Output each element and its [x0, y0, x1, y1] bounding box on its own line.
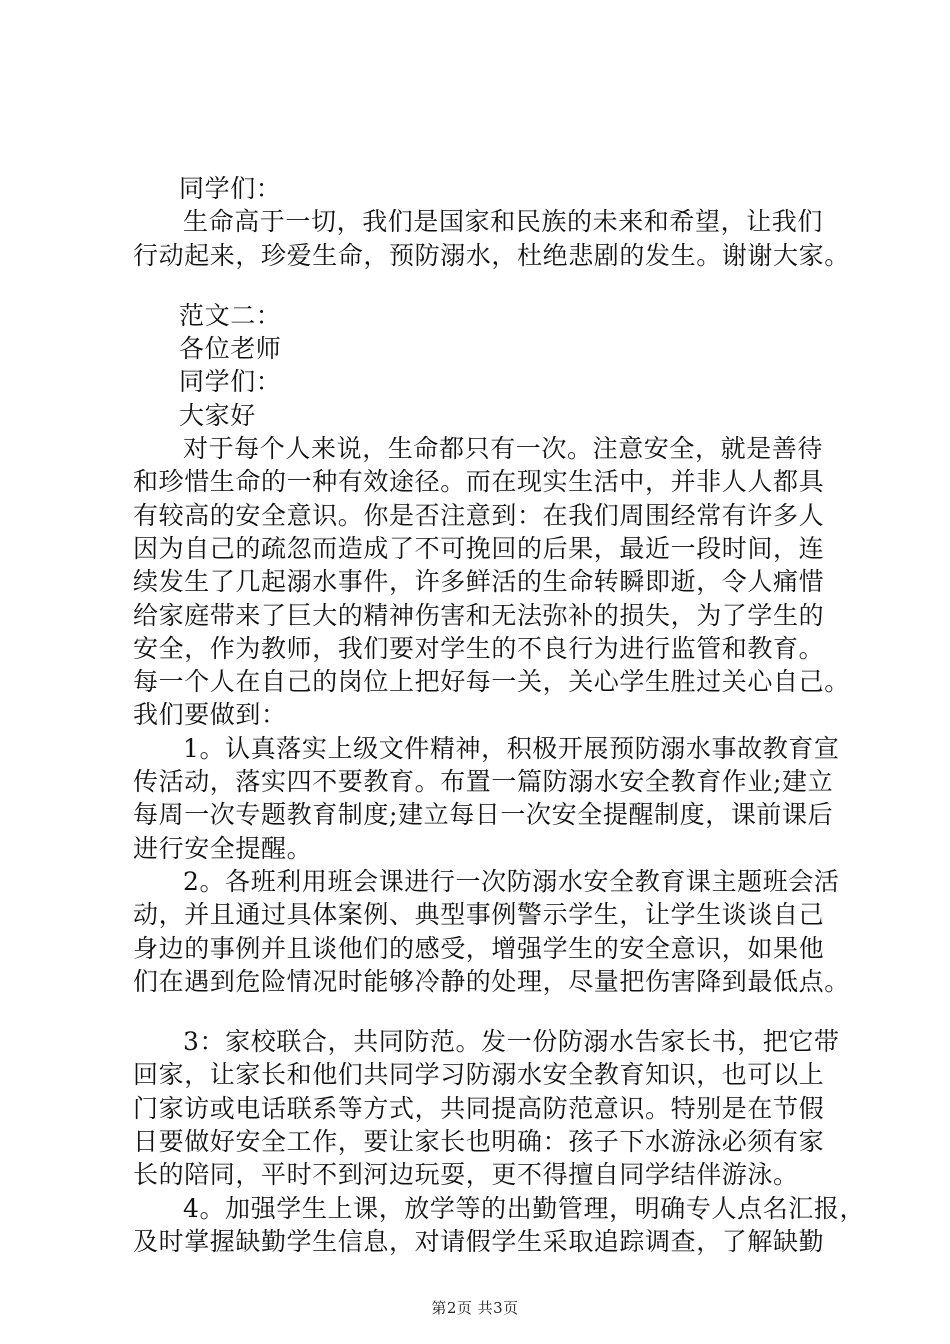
- list-item-line: 长的陪同，平时不到河边玩耍，更不得擅自同学结伴游泳。: [133, 1160, 799, 1190]
- paragraph-line: 我们要做到：: [133, 700, 287, 730]
- list-item-line: 进行安全提醒。: [133, 833, 313, 863]
- paragraph-line: 给家庭带来了巨大的精神伤害和无法弥补的损失，为了学生的: [133, 600, 825, 630]
- section-sample-two: [133, 299, 853, 998]
- paragraph-line: 因为自己的疏忽而造成了不可挽回的后果，最近一段时间，连: [133, 533, 825, 563]
- list-item-line: 身边的事例并且谈他们的感受，增强学生的安全意识，如果他: [133, 933, 825, 963]
- list-item-line: 传活动，落实四不要教育。布置一篇防溺水安全教育作业;建立: [133, 767, 834, 797]
- list-item-line: 日要做好安全工作，要让家长也明确：孩子下水游泳必须有家: [133, 1127, 825, 1157]
- list-item-line: 门家访或电话联系等方式，共同提高防范意识。特别是在节假: [133, 1093, 825, 1123]
- paragraph-line: 每一个人在自己的岗位上把好每一关，关心学生胜过关心自己。: [133, 667, 850, 697]
- list-item-line: 每周一次专题教育制度;建立每日一次安全提醒制度，课前课后: [133, 800, 834, 830]
- list-item-line: 动，并且通过具体案例、典型事例警示学生，让学生谈谈自己: [133, 900, 825, 930]
- paragraph-line: 生命高于一切，我们是国家和民族的未来和希望，让我们: [183, 207, 824, 237]
- salutation-line: 同学们：: [179, 367, 282, 397]
- list-item-line: 及时掌握缺勤学生信息，对请假学生采取追踪调查，了解缺勤: [133, 1226, 825, 1256]
- paragraph-line: 安全，作为教师，我们要对学生的不良行为进行监管和教育。: [133, 633, 825, 663]
- section-gap: [133, 998, 853, 1025]
- page-footer: 第2页 共3页: [431, 1299, 519, 1317]
- paragraph-line: 有较高的安全意识。你是否注意到：在我们周围经常有许多人: [133, 500, 825, 530]
- list-item-line: 3：家校联合，共同防范。发一份防溺水告家长书，把它带: [183, 1027, 840, 1057]
- paragraph-line: 行动起来，珍爱生命，预防溺水，杜绝悲剧的发生。谢谢大家。: [133, 240, 850, 270]
- paragraph-line: 对于每个人来说，生命都只有一次。注意安全，就是善待: [183, 434, 824, 464]
- section-gap: [133, 272, 853, 299]
- greeting-line: 大家好: [179, 400, 256, 430]
- section-heading: 范文二：: [179, 300, 282, 330]
- list-item-line: 回家，让家长和他们共同学习防溺水安全教育知识，也可以上: [133, 1060, 825, 1090]
- document-body: [133, 172, 866, 1258]
- section-measures: [133, 1025, 866, 1258]
- paragraph-line: 续发生了几起溺水事件，许多鲜活的生命转瞬即逝，令人痛惜: [133, 567, 825, 597]
- list-item-line: 们在遇到危险情况时能够冷静的处理，尽量把伤害降到最低点。: [133, 966, 850, 996]
- salutation-line: 各位老师: [179, 334, 282, 364]
- section-closing: [133, 172, 853, 272]
- list-item-line: 1。认真落实上级文件精神，积极开展预防溺水事故教育宣: [183, 733, 840, 763]
- salutation-line: 同学们：: [179, 174, 282, 203]
- list-item-line: 4。加强学生上课，放学等的出勤管理，明确专人点名汇报，: [183, 1193, 866, 1223]
- list-item-line: 2。各班利用班会课进行一次防溺水安全教育课主题班会活: [183, 866, 840, 896]
- paragraph-line: 和珍惜生命的一种有效途径。而在现实生活中，并非人人都具: [133, 467, 825, 497]
